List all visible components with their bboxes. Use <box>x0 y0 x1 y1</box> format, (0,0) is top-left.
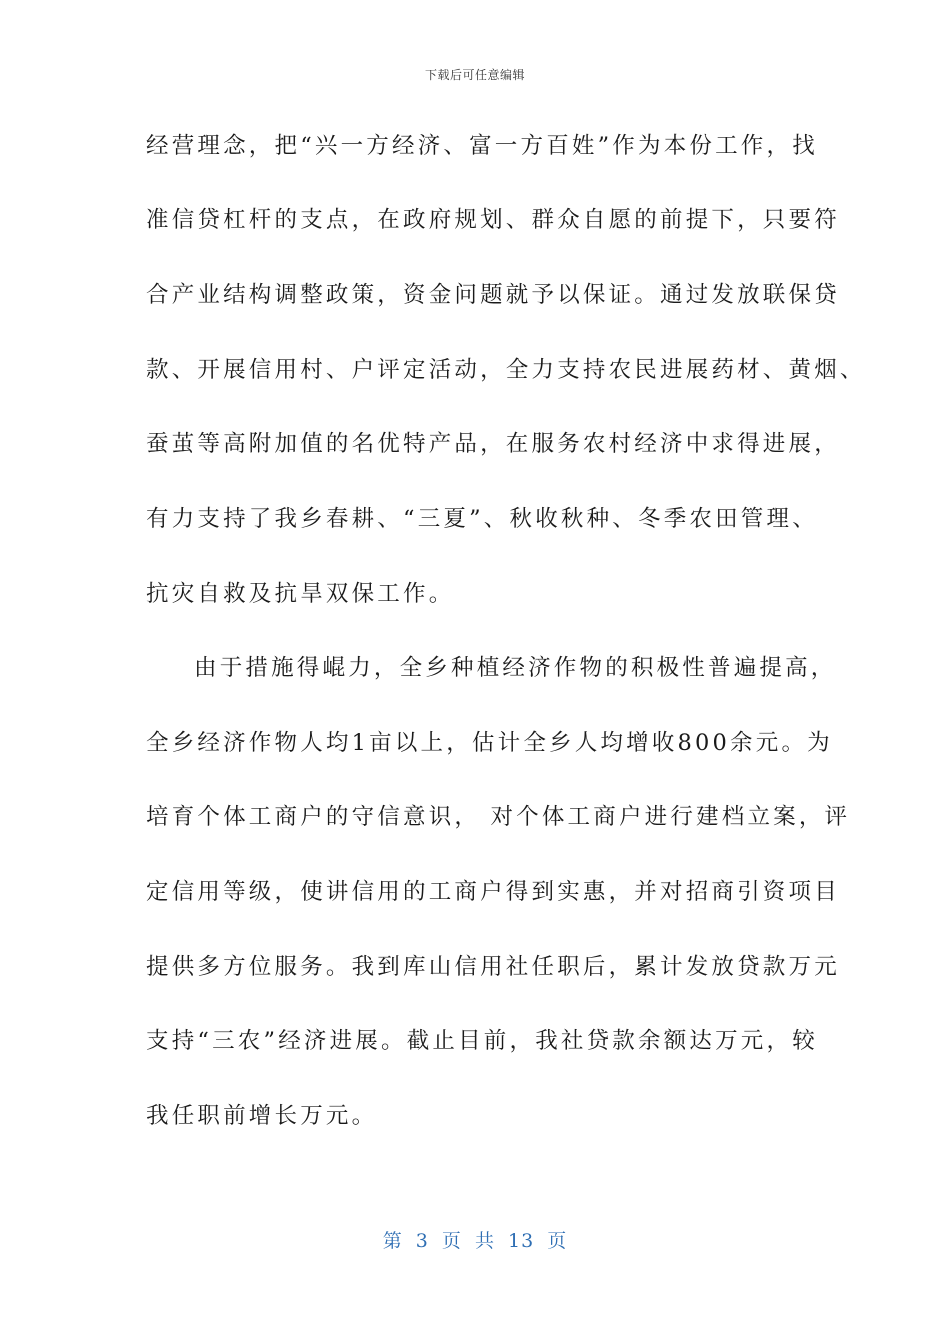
text-line: 经营理念，把“兴一方经济、富一方百姓”作为本份工作，找 <box>146 133 818 159</box>
text-line: 支持“三农”经济进展。截止目前，我社贷款余额达万元，较 <box>146 1028 818 1054</box>
page-header-note: 下载后可任意编辑 <box>424 68 525 82</box>
text-line: 提供多方位服务。我到库山信用社任职后，累计发放贷款万元 <box>146 954 840 980</box>
text-line: 培育个体工商户的守信意识， 对个体工商户进行建档立案，评 <box>146 804 851 830</box>
text-line: 准信贷杠杆的支点，在政府规划、群众自愿的前提下，只要符 <box>146 207 840 233</box>
text-line: 合产业结构调整政策，资金问题就予以保证。通过发放联保贷 <box>146 282 840 308</box>
text-line: 抗灾自救及抗旱双保工作。 <box>146 581 455 607</box>
page-number: 第 3 页 共 13 页 <box>382 1230 568 1252</box>
text-line: 款、开展信用村、户评定活动，全力支持农民进展药材、黄烟、 <box>146 357 866 383</box>
text-line: 定信用等级，使讲信用的工商户得到实惠，并对招商引资项目 <box>146 879 840 905</box>
text-line: 我任职前增长万元。 <box>146 1103 378 1129</box>
text-line-indented: 由于措施得崐力，全乡种植经济作物的积极性普遍提高， <box>194 655 837 681</box>
text-line: 有力支持了我乡春耕、“三夏”、秋收秋种、冬季农田管理、 <box>146 506 818 532</box>
text-line: 全乡经济作物人均1亩以上，估计全乡人均增收800余元。为 <box>146 730 833 756</box>
text-line: 蚕茧等高附加值的名优特产品，在服务农村经济中求得进展， <box>146 431 840 457</box>
